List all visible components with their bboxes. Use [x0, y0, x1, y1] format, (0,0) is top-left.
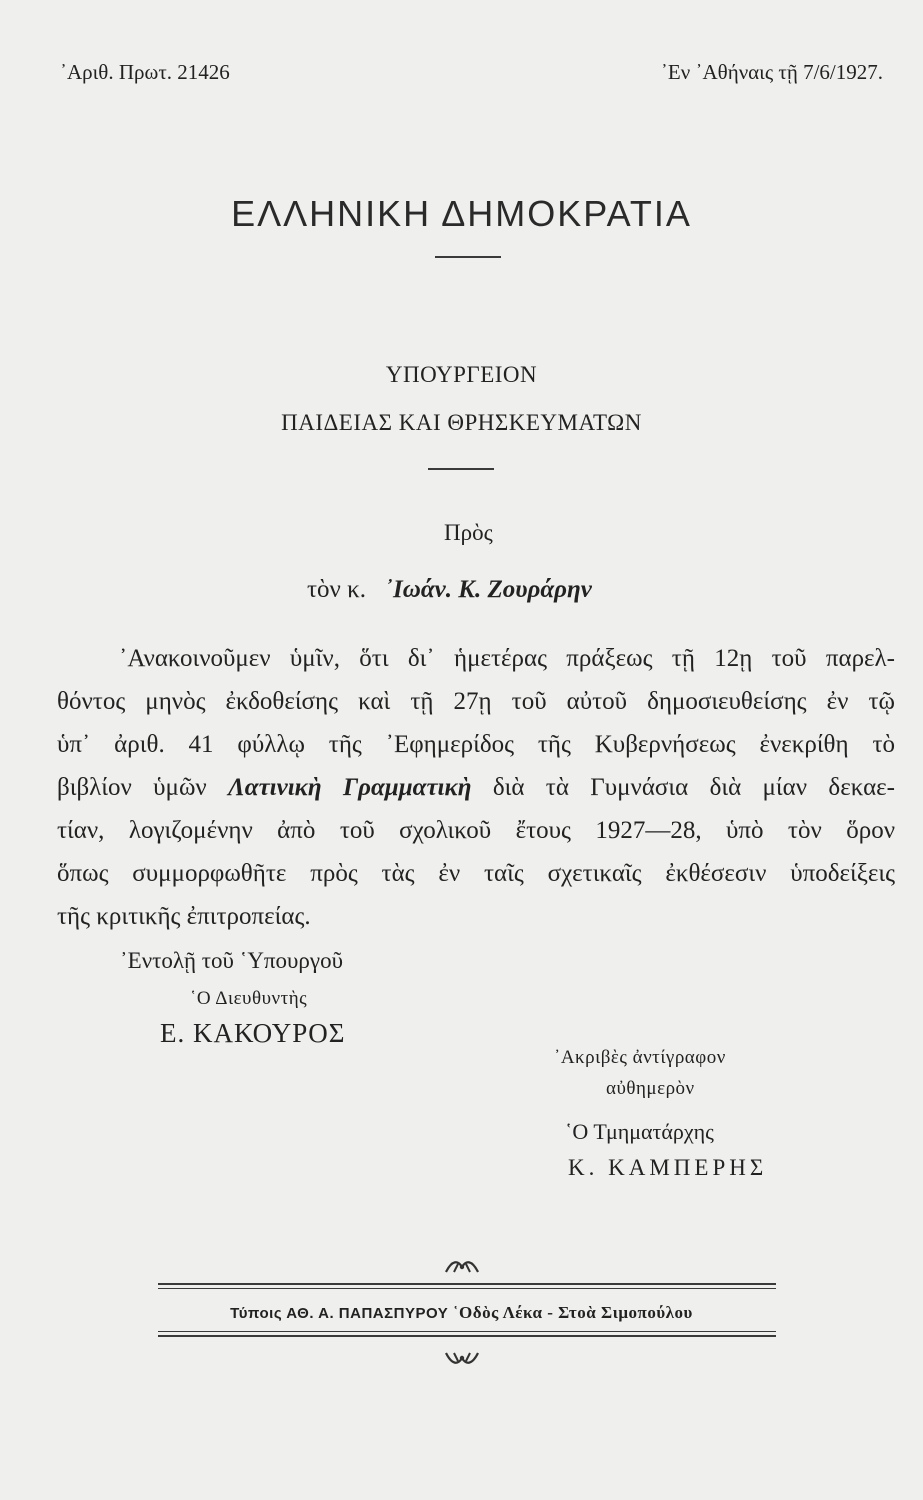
document-date: ᾿Εν ᾿Αθήναις τῇ 7/6/1927. — [660, 60, 883, 84]
body-line-4-start: βιβλίον ὑμῶν — [57, 774, 207, 801]
director-title: ῾Ο Διευθυντὴς — [190, 988, 308, 1009]
printer-address: ῾Οδὸς Λέκα - Στοὰ Σιμοπούλου — [452, 1303, 693, 1322]
bleed-through-text — [0, 280, 923, 371]
recipient-line — [307, 576, 592, 604]
recipient-name: ᾿Ιωάν. Κ. Ζουράρην — [384, 576, 592, 603]
protocol-number: ᾿Αριθ. Πρωτ. 21426 — [60, 60, 230, 84]
body-line-3: ὑπ᾿ ἀριθ. 41 φύλλῳ τῆς ᾿Εφημερίδος τῆς Κυβερνήσεως ἐνεκρίθη τὸ — [57, 731, 895, 758]
body-line-5: τίαν, λογιζομένην ἀπὸ τοῦ σχολικοῦ ἔτους 1927—28, ὑπὸ τὸν ὅρον — [57, 817, 895, 844]
letter-body — [57, 637, 895, 938]
body-line-4 — [57, 766, 895, 809]
imprint-rule-bottom-1 — [158, 1331, 776, 1332]
recipient-prefix: τὸν κ. — [307, 576, 366, 603]
order-of-minister: ᾿Εντολῇ τοῦ ῾Υπουργοῦ — [120, 948, 343, 973]
body-line-2: θόντος μηνὸς ἐκδοθείσης καὶ τῇ 27ῃ τοῦ αὐτοῦ δημοσιευθείσης ἐν τῷ — [57, 688, 895, 715]
imprint-rule-top-1 — [158, 1283, 776, 1285]
body-line-7: τῆς κριτικῆς ἐπιτροπείας. — [57, 903, 311, 930]
divider-1 — [435, 256, 501, 258]
ministry-line-2: ΠΑΙΔΕΙΑΣ ΚΑΙ ΘΡΗΣΚΕΥΜΑΤΩΝ — [281, 410, 642, 435]
director-name: Ε. ΚΑΚΟΥΡΟΣ — [160, 1018, 346, 1048]
bottom-ornament-icon — [0, 1347, 923, 1375]
printer-imprint — [0, 1303, 923, 1323]
imprint-rule-bottom-2 — [158, 1335, 776, 1337]
republic-heading: ΕΛΛΗΝΙΚΗ ΔΗΜΟΚΡΑΤΙΑ — [231, 193, 692, 234]
section-head-name: Κ. ΚΑΜΠΕΡΗΣ — [568, 1155, 768, 1180]
body-line-1: ᾿Ανακοινοῦμεν ὑμῖν, ὅτι δι᾿ ἡμετέρας πράξεως τῇ 12ῃ τοῦ παρελ- — [119, 645, 895, 672]
certified-copy-line-2: αὐθημερὸν — [606, 1078, 695, 1099]
section-head-title: ῾Ο Τμηματάρχης — [565, 1119, 714, 1144]
divider-2 — [428, 468, 494, 470]
body-line-4-end: διὰ τὰ Γυμνάσια διὰ μίαν δεκαε- — [492, 774, 895, 801]
top-ornament-icon — [0, 1256, 923, 1284]
body-line-6: ὅπως συμμορφωθῆτε πρὸς τὰς ἐν ταῖς σχετικαῖς ἐκθέσεσιν ὑποδείξεις — [57, 860, 895, 887]
ministry-line-1: ΥΠΟΥΡΓΕΙΟΝ — [385, 362, 538, 387]
certified-copy-line-1: ᾿Ακριβὲς ἀντίγραφον — [554, 1047, 726, 1068]
recipient-to: Πρὸς — [444, 520, 493, 545]
imprint-rule-top-2 — [158, 1288, 776, 1289]
book-title: Λατινικὴ Γραμματικὴ — [228, 774, 472, 801]
printer-name: Τύποις ΑΘ. Α. ΠΑΠΑΣΠΥΡΟΥ — [230, 1305, 449, 1322]
